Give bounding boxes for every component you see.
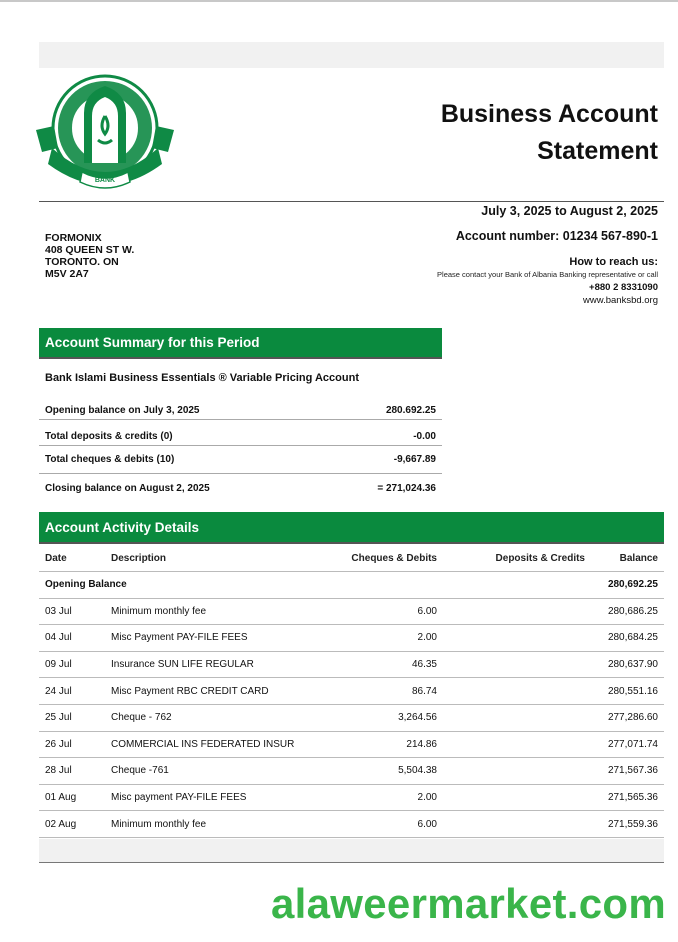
account-name: Bank Islami Business Essentials ® Variable Pricing Account [45, 372, 359, 384]
title-line-1: Business Account [440, 100, 658, 128]
customer-address [45, 232, 134, 280]
account-number: Account number: 01234 567-890-1 [455, 229, 658, 243]
phone-number: +880 2 8331090 [589, 282, 658, 293]
table-row [39, 705, 664, 732]
table-row [39, 599, 664, 626]
row-description: Misc Payment PAY-FILE FEES [111, 632, 248, 644]
row-balance: 280,637.90 [607, 659, 658, 671]
col-date: Date [45, 552, 67, 564]
top-border [0, 0, 678, 2]
row-date: 04 Jul [45, 632, 72, 644]
summary-value: -0.00 [413, 431, 436, 442]
row-description: Minimum monthly fee [111, 605, 207, 617]
summary-label: Total cheques & debits (10) [45, 454, 175, 465]
summary-heading [39, 328, 442, 359]
row-debit: 46.35 [411, 659, 437, 671]
row-date: 02 Aug [45, 818, 77, 830]
row-balance: 271,565.36 [607, 792, 658, 804]
row-date: 25 Jul [45, 712, 72, 724]
activity-heading-text: Account Activity Details [45, 519, 200, 535]
website-link[interactable]: www.banksbd.org [583, 295, 658, 306]
title-line-2: Statement [537, 137, 658, 165]
row-debit: 2.00 [417, 792, 437, 804]
row-description: Cheque -761 [111, 765, 169, 777]
table-row [39, 678, 664, 705]
svg-text:BANK: BANK [94, 177, 116, 184]
contact-text: Please contact your Bank of Albania Banking representative or call [437, 270, 658, 279]
row-description: Minimum monthly fee [111, 818, 207, 830]
header-divider [39, 201, 664, 202]
summary-value: 280.692.25 [385, 405, 436, 416]
row-date: 03 Jul [45, 605, 72, 617]
row-description: Misc Payment RBC CREDIT CARD [111, 685, 269, 697]
summary-row [39, 446, 442, 474]
row-date: 01 Aug [45, 792, 77, 804]
row-description: COMMERCIAL INS FEDERATED INSUR [111, 738, 295, 750]
row-balance: 277,071.74 [607, 738, 658, 750]
row-date: 09 Jul [45, 659, 72, 671]
row-date: 24 Jul [45, 685, 72, 697]
row-debit: 6.00 [417, 605, 437, 617]
opening-balance-row [39, 572, 664, 599]
watermark: alaweermarket.com [271, 880, 666, 927]
row-balance: 280,686.25 [607, 605, 658, 617]
customer-name: FORMONIX [45, 232, 102, 244]
summary-row [39, 402, 442, 420]
opening-label: Opening Balance [45, 579, 127, 591]
customer-street: 408 QUEEN ST W. [45, 244, 135, 256]
bank-logo-icon [34, 68, 176, 192]
summary-row [39, 424, 442, 446]
row-balance: 271,559.36 [607, 818, 658, 830]
row-debit: 3,264.56 [398, 712, 437, 724]
customer-city: TORONTO. ON [45, 256, 119, 268]
row-debit: 2.00 [417, 632, 437, 644]
row-balance: 280,684.25 [607, 632, 658, 644]
col-balance: Balance [619, 552, 658, 564]
table-row [39, 652, 664, 679]
row-debit: 86.74 [411, 685, 437, 697]
reach-us-title: How to reach us: [569, 256, 658, 268]
row-description: Misc payment PAY-FILE FEES [111, 792, 247, 804]
row-debit: 5,504.38 [398, 765, 437, 777]
table-row [39, 758, 664, 785]
opening-balance: 280,692.25 [607, 579, 658, 591]
row-balance: 280,551.16 [607, 685, 658, 697]
row-balance: 277,286.60 [607, 712, 658, 724]
activity-heading [39, 512, 664, 544]
row-debit: 6.00 [417, 818, 437, 830]
activity-table [39, 545, 664, 838]
table-row [39, 785, 664, 812]
summary-label: Total deposits & credits (0) [45, 431, 173, 442]
summary-label: Closing balance on August 2, 2025 [45, 483, 210, 494]
summary-label: Opening balance on July 3, 2025 [45, 405, 200, 416]
row-description: Cheque - 762 [111, 712, 172, 724]
table-row [39, 811, 664, 838]
page-title [441, 96, 658, 170]
row-balance: 271,567.36 [607, 765, 658, 777]
table-header [39, 545, 664, 572]
statement-period: July 3, 2025 to August 2, 2025 [481, 204, 658, 218]
row-date: 28 Jul [45, 765, 72, 777]
summary-row [39, 474, 442, 500]
footer-band [39, 839, 664, 863]
col-credits: Deposits & Credits [495, 552, 585, 564]
row-date: 26 Jul [45, 738, 72, 750]
customer-postal: M5V 2A7 [45, 268, 89, 280]
summary-heading-text: Account Summary for this Period [45, 335, 260, 350]
summary-value: = 271,024.36 [377, 483, 436, 494]
header-band [39, 42, 664, 68]
row-debit: 214.86 [406, 738, 437, 750]
row-description: Insurance SUN LIFE REGULAR [111, 659, 254, 671]
col-description: Description [111, 552, 167, 564]
summary-value: -9,667.89 [393, 454, 436, 465]
col-debits: Cheques & Debits [351, 552, 437, 564]
table-row [39, 625, 664, 652]
table-row [39, 732, 664, 759]
